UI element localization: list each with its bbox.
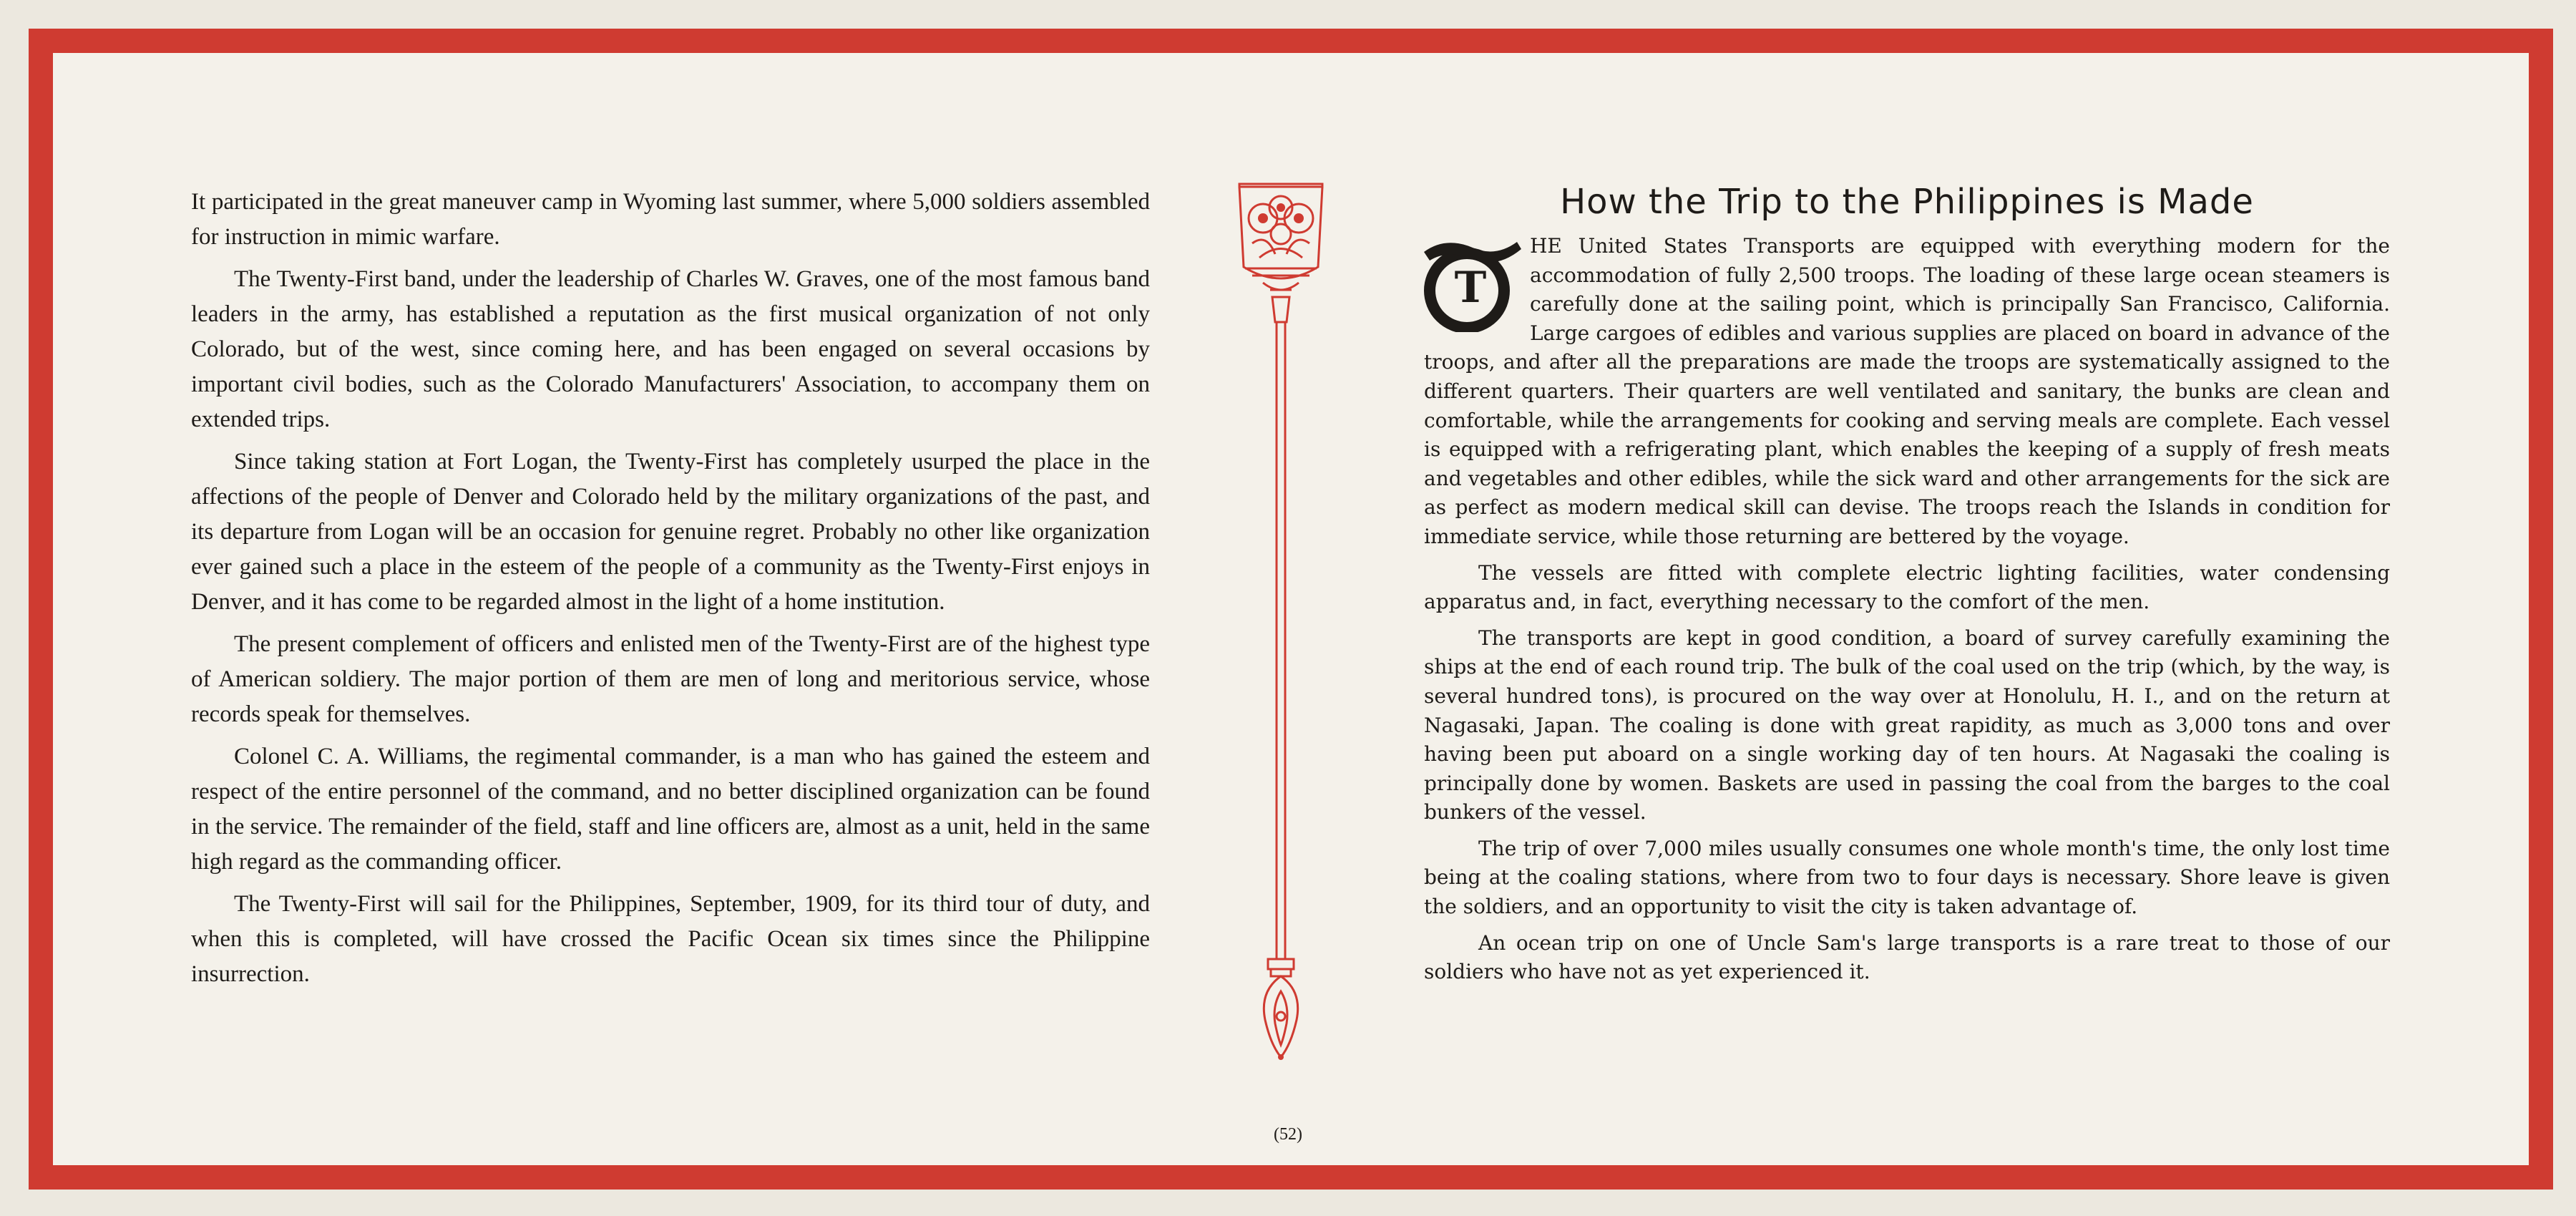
page-number: (52) [1274, 1125, 1302, 1144]
left-paragraph-1: It participated in the great maneuver camp in Wyoming last summer, where 5,000 soldiers assembled for instruction in mimic warfare. [191, 189, 1150, 250]
right-paragraph-5: An ocean trip on one of Uncle Sam's large transports is a rare treat to those of our soldiers who have not as yet experienced it. [1424, 930, 2390, 984]
right-paragraph-2: The vessels are fitted with complete electric lighting facilities, water condensing apparatus and, in fact, everything necessary to the comfort of the men. [1424, 560, 2390, 614]
right-paragraph-4: The trip of over 7,000 miles usually consumes one whole month's time, the only lost time being at the coaling stations, where from two to four days is necessary. Shore leave is given the soldiers, and an opportunity to visit the city is taken advantage of. [1424, 836, 2390, 919]
left-paragraph-3: Since taking station at Fort Logan, the Twenty-First has completely usurped the place in the affections of the people of Denver and Colorado held by the military organizations of the past, and its departure from Logan will be an occasion for genuine regret. Probably no other like organization ever gained such a place in the esteem of the people of a community as the Twenty-First enjoys in Denver, and it has come to be regarded almost in the light of a home institution. [191, 449, 1150, 615]
lead-paragraph-text: HE United States Transports are equipped with everything modern for the accommodation of fully 2,500 troops. The loading of these large ocean steamers is carefully done at the sailing point, which is principally San Francisco, California. Large cargoes of edibles and various supplies are placed on board in advance of the troops, and after all the preparations are made the troops are systematically assigned to the different quarters. Their quarters are well ventilated and sanitary, the bunks are clean and comfortable, while the arrangements for cooking and serving meals are complete. Each vessel is equipped with a refrigerating plant, which enables the keeping of a supply of fresh meats and vegetables and other edibles, while the sick ward and other arrangements for the sick are as perfect as modern medical skill can devise. The troops reach the Islands in condition for immediate service, while those returning are bettered by the voyage. [1424, 234, 2390, 548]
left-paragraph-4: The present complement of officers and enlisted men of the Twenty-First are of the highest type of American soldiery. The major portion of them are men of long and meritorious service, whose records speak for themselves. [191, 631, 1150, 727]
right-text-column [1424, 180, 2390, 994]
lead-paragraph [1424, 232, 2390, 552]
decorative-drop-cap-icon [1417, 232, 1524, 332]
section-title: How the Trip to the Philippines is Made [1560, 182, 2254, 222]
left-paragraph-5: Colonel C. A. Williams, the regimental commander, is a man who has gained the esteem and respect of the entire personnel of the command, and no better disciplined organization can be found in the service. The remainder of the field, staff and line officers are, almost as a unit, held in the same high regard as the commanding officer. [191, 744, 1150, 875]
floral-staff-ornament-icon [1231, 183, 1331, 1063]
left-paragraph-6: The Twenty-First will sail for the Philippines, September, 1909, for its third tour of duty, and when this is completed, will have crossed the Pacific Ocean six times since the Philippine insurrection. [191, 891, 1150, 987]
right-paragraph-3: The transports are kept in good condition, a board of survey carefully examining the ships at the end of each round trip. The bulk of the coal used on the trip (which, by the way, is several hundred tons), is procured on the way over at Honolulu, H. I., and on the return at Nagasaki, Japan. The coaling is done with great rapidity, as much as 3,000 tons and over having been put aboard on a single working day of ten hours. At Nagasaki the coaling is principally done by women. Baskets are used in passing the coal from the barges to the coal bunkers of the vessel. [1424, 626, 2390, 825]
left-paragraph-2: The Twenty-First band, under the leadership of Charles W. Graves, one of the most famous band leaders in the army, has established a reputation as the first musical organization of not only Colorado, but of the west, since coming here, and has been engaged on several occasions by important civil bodies, such as the Colorado Manufacturers' Association, to accompany them on extended trips. [191, 266, 1150, 432]
drop-cap-letter: T [1454, 263, 1487, 313]
left-text-column [191, 185, 1150, 999]
